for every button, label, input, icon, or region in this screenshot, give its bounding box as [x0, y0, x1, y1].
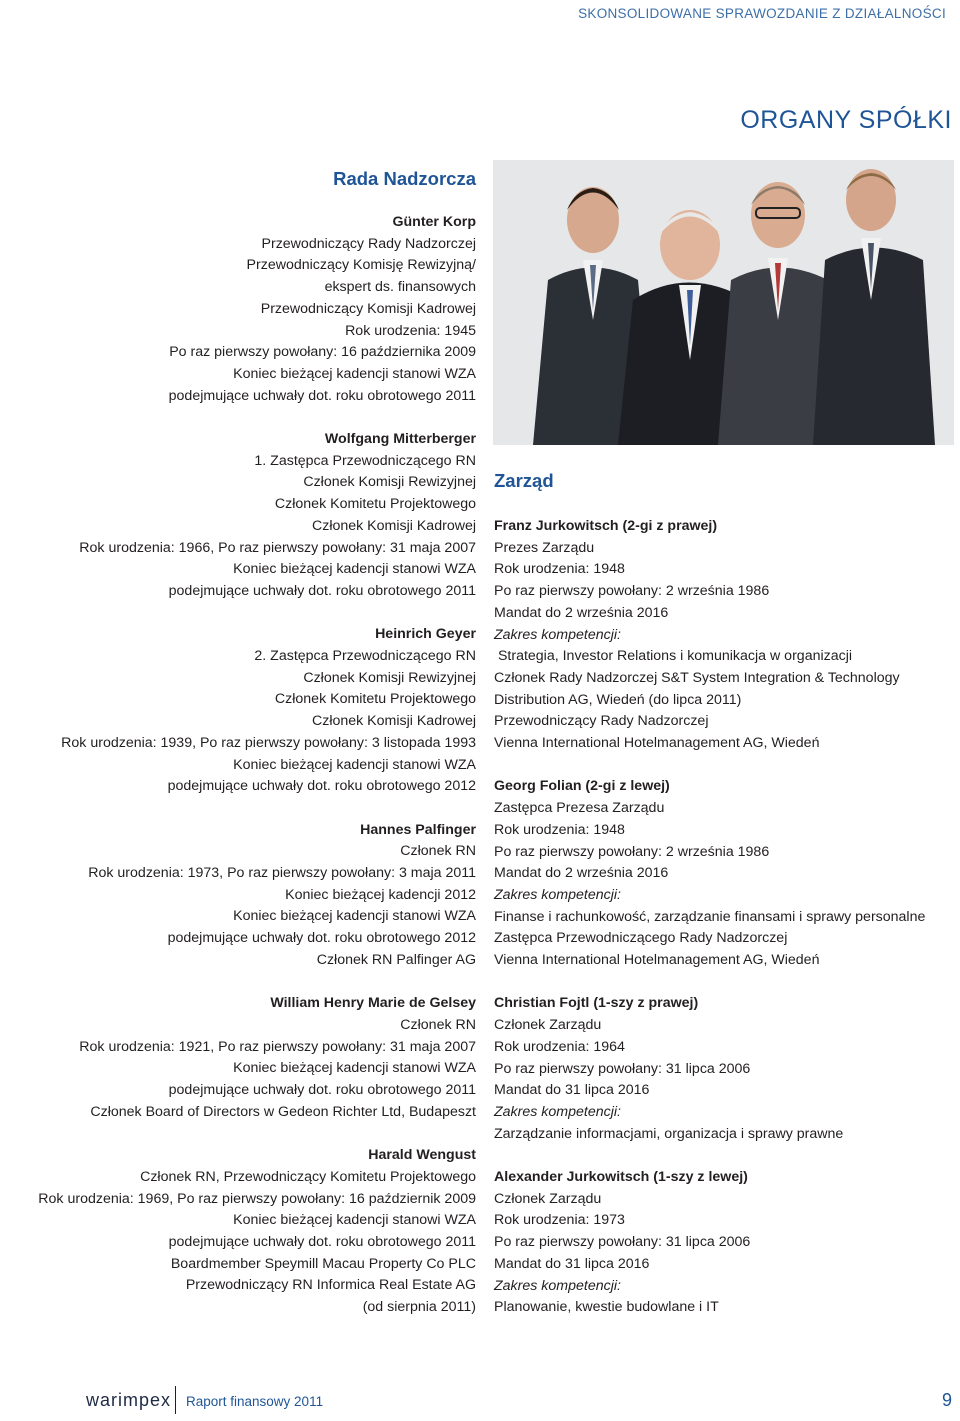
member-detail: Członek Komisji Rewizyjnej [303, 669, 476, 686]
member-detail: Członek Rady Nadzorczej S&T System Integration & Technology [494, 669, 900, 686]
member-detail: Rok urodzenia: 1969, Po raz pierwszy powołany: 16 październik 2009 [38, 1190, 476, 1207]
photo-illustration [493, 160, 954, 445]
member-detail: Członek RN [400, 843, 476, 860]
member-detail: Distribution AG, Wiedeń (do lipca 2011) [494, 691, 742, 708]
member-detail: Mandat do 31 lipca 2016 [494, 1255, 650, 1272]
member-detail: Członek Komitetu Projektowego [274, 691, 476, 708]
member-detail: Po raz pierwszy powołany: 2 września 1986 [494, 583, 770, 600]
board-member [0, 624, 476, 798]
member-detail: Zastępca Prezesa Zarządu [494, 800, 665, 817]
member-detail: Vienna International Hotelmanagement AG, Wiedeń [494, 952, 820, 969]
board-member [0, 1145, 476, 1319]
member-detail: Po raz pierwszy powołany: 31 lipca 2006 [494, 1060, 751, 1077]
member-name: Franz Jurkowitsch (2-gi z prawej) [494, 518, 718, 534]
member-detail: Członek RN [400, 1016, 476, 1033]
member-detail: Członek Komisji Rewizyjnej [303, 474, 476, 491]
member-detail: Rok urodzenia: 1973 [494, 1212, 625, 1229]
management-member [494, 776, 960, 971]
member-detail: Członek Zarządu [494, 1190, 602, 1207]
member-detail: Planowanie, kwestie budowlane i IT [494, 1299, 719, 1316]
member-detail: Prezes Zarządu [494, 539, 595, 556]
member-detail: podejmujące uchwały dot. roku obrotowego 2011 [168, 1082, 476, 1099]
member-detail: podejmujące uchwały dot. roku obrotowego 2012 [167, 930, 476, 947]
member-detail: Zarządzanie informacjami, organizacja i sprawy prawne [494, 1125, 844, 1142]
member-detail: 2. Zastępca Przewodniczącego RN [254, 648, 476, 665]
member-detail: Strategia, Investor Relations i komunikacja w organizacji [494, 648, 853, 665]
competence-label: Zakres kompetencji: [494, 1103, 621, 1120]
member-name: Wolfgang Mitterberger [324, 431, 476, 448]
member-detail: Po raz pierwszy powołany: 2 września 1986 [494, 843, 770, 860]
report-title: Raport finansowy 2011 [186, 1394, 324, 1409]
member-detail: Rok urodzenia: 1948 [494, 821, 625, 838]
member-detail: Rok urodzenia: 1939, Po raz pierwszy powołany: 3 listopada 1993 [61, 734, 476, 751]
member-name: Georg Folian (2-gi z lewej) [494, 778, 670, 795]
competence-label: Zakres kompetencji: [494, 626, 621, 643]
member-detail: Członek Zarządu [494, 1017, 602, 1034]
member-detail: Członek Komisji Kadrowej [311, 517, 476, 534]
member-detail: Po raz pierwszy powołany: 31 lipca 2006 [494, 1234, 751, 1251]
page-footer [0, 1380, 960, 1420]
member-detail: Rok urodzenia: 1945 [345, 322, 476, 339]
board-member [0, 993, 476, 1123]
member-detail: Członek Komisji Kadrowej [311, 713, 476, 730]
member-name: Hannes Palfinger [360, 821, 476, 838]
member-name: Alexander Jurkowitsch (1-szy z lewej) [494, 1169, 748, 1186]
member-detail: Przewodniczący Rady Nadzorczej [261, 235, 476, 252]
management-member [494, 993, 960, 1145]
member-detail: Członek Board of Directors w Gedeon Richter Ltd, Budapeszt [90, 1103, 476, 1120]
member-detail: Koniec bieżącej kadencji stanowi WZA [233, 908, 476, 925]
member-detail: Vienna International Hotelmanagement AG, Wiedeń [494, 735, 820, 752]
member-detail: podejmujące uchwały dot. roku obrotowego 2011 [168, 582, 476, 599]
footer-divider [175, 1386, 176, 1414]
member-detail: Rok urodzenia: 1948 [494, 561, 625, 578]
member-name: William Henry Marie de Gelsey [270, 995, 476, 1012]
management-board-list [494, 516, 960, 1319]
member-detail: Przewodniczący RN Informica Real Estate AG [185, 1277, 476, 1294]
member-detail: Członek RN Palfinger AG [316, 951, 476, 968]
member-detail: Koniec bieżącej kadencji stanowi WZA [233, 1060, 476, 1077]
member-detail: Członek RN, Przewodniczący Komitetu Projektowego [140, 1168, 476, 1185]
member-detail: Po raz pierwszy powołany: 16 października 2009 [169, 344, 476, 361]
member-name: Christian Fojtl (1-szy z prawej) [494, 995, 699, 1012]
member-detail: (od sierpnia 2011) [362, 1299, 476, 1316]
member-name: Heinrich Geyer [375, 626, 476, 643]
member-detail: Przewodniczący Komisję Rewizyjną/ [246, 257, 476, 274]
supervisory-board-heading: Rada Nadzorcza [333, 168, 476, 189]
supervisory-board-list [0, 212, 476, 1319]
member-name: Günter Korp [392, 214, 476, 230]
member-detail: podejmujące uchwały dot. roku obrotowego 2011 [168, 1233, 476, 1250]
member-name: Harald Wengust [368, 1147, 476, 1164]
management-board-photo [493, 160, 954, 445]
section-title: ORGANY SPÓŁKI [740, 106, 952, 134]
member-detail: Rok urodzenia: 1973, Po raz pierwszy powołany: 3 maja 2011 [88, 865, 476, 882]
member-detail: Rok urodzenia: 1966, Po raz pierwszy powołany: 31 maja 2007 [79, 539, 476, 556]
member-detail: Boardmember Speymill Macau Property Co PLC [170, 1255, 476, 1272]
member-detail: ekspert ds. finansowych [324, 279, 476, 296]
board-member [0, 820, 476, 972]
board-member [0, 429, 476, 603]
member-detail: Rok urodzenia: 1964 [494, 1038, 625, 1055]
member-detail: Przewodniczący Rady Nadzorczej [494, 713, 709, 730]
warimpex-logo: warimpex [86, 1390, 172, 1410]
management-board-heading: Zarząd [494, 470, 554, 491]
member-detail: Przewodniczący Komisji Kadrowej [260, 300, 476, 317]
member-detail: Rok urodzenia: 1921, Po raz pierwszy powołany: 31 maja 2007 [79, 1038, 476, 1055]
member-detail: Koniec bieżącej kadencji 2012 [285, 886, 476, 903]
member-detail: Mandat do 31 lipca 2016 [494, 1082, 650, 1099]
management-member [494, 1167, 960, 1319]
board-member [0, 212, 476, 407]
member-detail: Koniec bieżącej kadencji stanowi WZA [233, 561, 476, 578]
management-member [494, 516, 960, 755]
member-detail: Finanse i rachunkowość, zarządzanie finansami i sprawy personalne [494, 908, 926, 925]
member-detail: 1. Zastępca Przewodniczącego RN [254, 452, 476, 469]
document-header-title: SKONSOLIDOWANE SPRAWOZDANIE Z DZIAŁALNOŚCI [578, 6, 946, 21]
competence-label: Zakres kompetencji: [494, 1277, 621, 1294]
member-detail: Zastępca Przewodniczącego Rady Nadzorczej [494, 930, 788, 947]
member-detail: Członek Komitetu Projektowego [274, 496, 476, 513]
member-detail: Koniec bieżącej kadencji stanowi WZA [233, 1212, 476, 1229]
member-detail: Mandat do 2 września 2016 [494, 865, 669, 882]
member-detail: podejmujące uchwały dot. roku obrotowego 2012 [167, 778, 476, 795]
member-detail: Mandat do 2 września 2016 [494, 604, 669, 621]
member-detail: Koniec bieżącej kadencji stanowi WZA [233, 756, 476, 773]
member-detail: Koniec bieżącej kadencji stanowi WZA [233, 365, 476, 382]
competence-label: Zakres kompetencji: [494, 886, 621, 903]
page-number: 9 [941, 1390, 952, 1410]
member-detail: podejmujące uchwały dot. roku obrotowego 2011 [168, 387, 476, 404]
